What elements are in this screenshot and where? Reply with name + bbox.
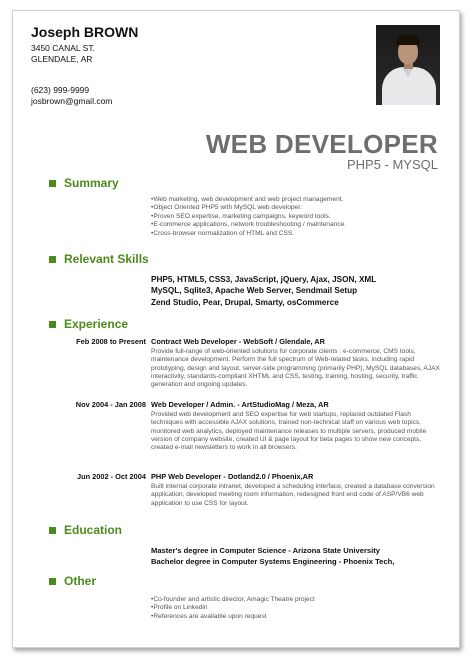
other-list [151,596,315,621]
section-title: Other [64,574,97,588]
skills-line: PHP5, HTML5, CSS3, JavaScript, jQuery, Ajax, JSON, XML [151,275,377,284]
skills-list [151,274,376,308]
resume-page [12,10,460,648]
address-line-2: GLENDALE, AR [31,54,93,64]
section-experience-heading [49,317,128,331]
education-list [151,546,394,567]
square-bullet-icon [49,256,56,263]
job-subtitle: PHP5 - MYSQL [346,157,438,172]
photo-hair [396,35,420,45]
phone: (623) 999-9999 [31,85,90,95]
square-bullet-icon [49,527,56,534]
job-title: WEB DEVELOPER [205,129,438,159]
profile-photo [376,25,440,105]
experience-description: Built internal corporate intranet, developed a scheduling interface, created a database conversion application, developed meeting room information, redesigned front end code of ASP/VB6 web application to use CSS for layout. [151,483,435,507]
experience-date: Feb 2008 to Present [76,337,146,346]
email: josbrown@gmail.com [31,96,113,106]
section-title: Summary [64,176,119,190]
experience-role: Contract Web Developer - WebSoft / Glendale, AR [151,337,325,346]
address [31,43,95,65]
experience-description: Provided web development and SEO expertise for web startups, replaced outdated Flash techniques with accessible AJAX solutions, trained non-technical staff on various web topics, monitored web analytics, deployed maintenance releases to multiple servers, produced mobile version of company website, created UI & page layout for beta pages to show new concepts, created e-mail newsletters to work in all browsers. [151,411,427,452]
candidate-name: Joseph BROWN [31,24,139,40]
experience-role: Web Developer / Admin. - ArtStudioMag / Meza, AR [151,400,329,409]
list-item: • Proven SEO expertise, marketing campaigns, keyword tools. [151,213,346,221]
experience-date: Nov 2004 - Jan 2008 [75,400,146,409]
list-item: • Object Oriented PHP5 with MySQL web developer. [151,204,346,212]
experience-date: Jun 2002 - Oct 2004 [76,472,146,481]
list-item: • Co-founder and artistic director, Amagic Theatre project [151,596,315,604]
section-title: Experience [64,317,129,331]
experience-description: Provide full-range of web-oriented solutions for corporate clients : e-commerce, CMS tools, maintenance development. Perform the full spectrum of Web-related tasks, including rapid prototyping, design and layout, server-side programming (primarily PHP), MySQL databases, AJAX interactivity, standards-compliant XHTML and CSS, testing, training, hosting, security, traffic generation and ongoing updates. [151,348,440,389]
summary-list [151,196,346,238]
section-summary-heading [49,176,119,190]
list-item: • References are available upon request [151,613,315,621]
list-item: • Profile on Linkedin [151,604,315,612]
square-bullet-icon [49,180,56,187]
square-bullet-icon [49,321,56,328]
education-line: Bachelor degree in Computer Systems Engineering - Phoenix Tech, [151,556,395,566]
square-bullet-icon [49,578,56,585]
address-line-1: 3450 CANAL ST. [31,43,95,53]
section-education-heading [49,523,122,537]
contact-info [31,85,112,107]
experience-role: PHP Web Developer - Dotland2.0 / Phoenix,AR [151,472,314,481]
list-item: • Cross-browser normalization of HTML and CSS. [151,230,346,238]
list-item: • E-commerce applications, network troubleshooting / maintenance. [151,221,346,229]
section-skills-heading [49,252,149,266]
skills-line: MySQL, Sqlite3, Apache Web Server, Sendmail Setup [151,286,358,296]
education-line: Master's degree in Computer Science - Arizona State University [151,546,380,555]
list-item: • Web marketing, web development and web project management. [151,196,346,204]
section-title: Education [64,523,123,537]
section-title: Relevant Skills [64,252,149,266]
section-other-heading [49,574,96,588]
skills-line: Zend Studio, Pear, Drupal, Smarty, osCommerce [151,297,339,307]
